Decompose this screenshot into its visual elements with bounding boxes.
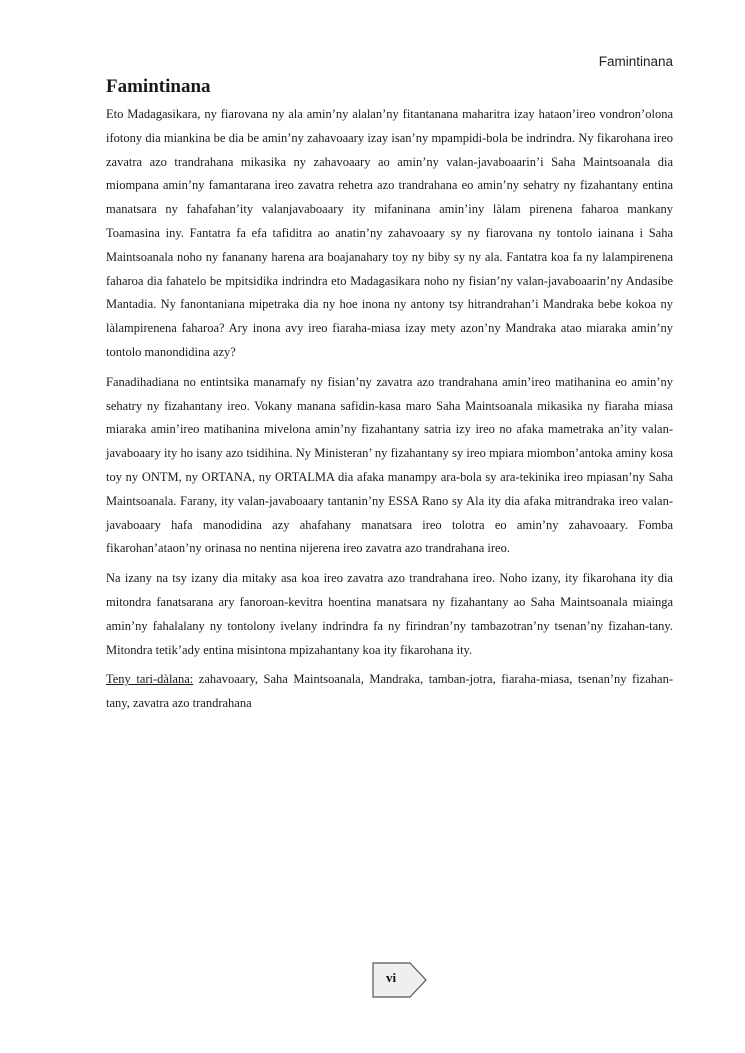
page-title: Famintinana [106, 76, 211, 97]
page-number: vi [385, 970, 397, 985]
keywords-label: Teny tari-dàlana: [106, 672, 194, 687]
document-body [106, 75, 673, 722]
paragraph-3: Na izany na tsy izany dia mitaky asa koa ireo zavatra azo trandrahana ireo. Noho izany, ity fikarohana ity dia mitondra fanatsarana ary fanoroan-kevitra hoentina manatsara ny fizahantany ao Saha Maintsoanala miainga amin’ny fahalalany ny tontolony ivelany indrindra fa ny firindran’ny tambazotran’ny tsenan’ny fizahan-tany. Mitondra tetik’ady entina misintona mpizahantany koa ity fikarohana ity. [106, 571, 673, 657]
paragraph-1: Eto Madagasikara, ny fiarovana ny ala amin’ny alalan’ny fitantanana maharitra izay hataon’ireo vondron’olona ifotony dia miankina be dia be amin’ny zahavoaary izay isan’ny mpampidi-bola be indrindra. Ny fikarohana ireo zavatra azo trandrahana mikasika ny zahavoaary ao amin’ny valan-javaboaarin’i Saha Maintsoanala dia miompana amin’ny famantarana ireo zavatra rehetra azo trandrahana eo amin’ny sehatry ny fizahantany entina manatsara ny fahafahan’ity valanjavaboaary ity mifaninana amin’iny làlam pirenena faharoa mankany Toamasina iny. Fantatra fa efa tafiditra ao anatin’ny zahavoaary sy ny fiarovana ny tontolo iainana i Saha Maintsoanala noho ny fananany harena ara boajanahary toy ny biby sy ny ala. Fantatra koa fa ny lalampirenena faharoa dia fahatelo be mpitsidika indrindra eto Madagasikara noho ny fisian’ny valan-javaboaarin’ny Andasibe Mantadia. Ny fanontaniana mipetraka dia ny hoe inona ny antony tsy hitrandrahan’i Mandraka bebe kokoa ny làlampirenena faharoa? Ary inona avy ireo fiaraha-miasa izay mety azon’ny Mandraka atao miaraka amin’ny tontolo manondidina azy? [106, 107, 673, 359]
keywords-paragraph [106, 668, 673, 716]
page-number-tab [372, 962, 428, 998]
running-header: Famintinana [598, 54, 673, 69]
paragraph-2: Fanadihadiana no entintsika manamafy ny fisian’ny zavatra azo trandrahana amin’ireo matihanina eo amin’ny sehatry ny fizahantany ireo. Vokany manana safidin-kasa maro Saha Maintsoanala mikasika ny fiaraha miasa miaraka amin’ireo matihanina mivelona amin’ny fizahantany satria izy ireo no afaka mametraka an’ity valan-javaboaary ity ho isany azo tsidihina. Ny Ministeran’ ny fizahantany sy ireo mpiara miombon’antoka aminy kosa toy ny ONTM, ny ORTANA, ny ORTALMA dia afaka manampy ara-bola sy ara-tekinika ireo mpiasan’ny Saha Maintsoanala. Farany, ity valan-javaboaary tantanin’ny ESSA Rano sy Ala ity dia afaka mitrandraka ireo valan-javaboaary hafa manodidina azy ahafahany manatsara ireo tolotra eo amin’ny zahavoaary. Fomba fikarohan’ataon’ny orinasa no nentina nijerena ireo zavatra azo trandrahana ireo. [106, 374, 673, 556]
keywords-list: zahavoaary, Saha Maintsoanala, Mandraka, tamban-jotra, fiaraha-miasa, tsenan’ny fizahan-tany, zavatra azo trandrahana [106, 672, 673, 711]
